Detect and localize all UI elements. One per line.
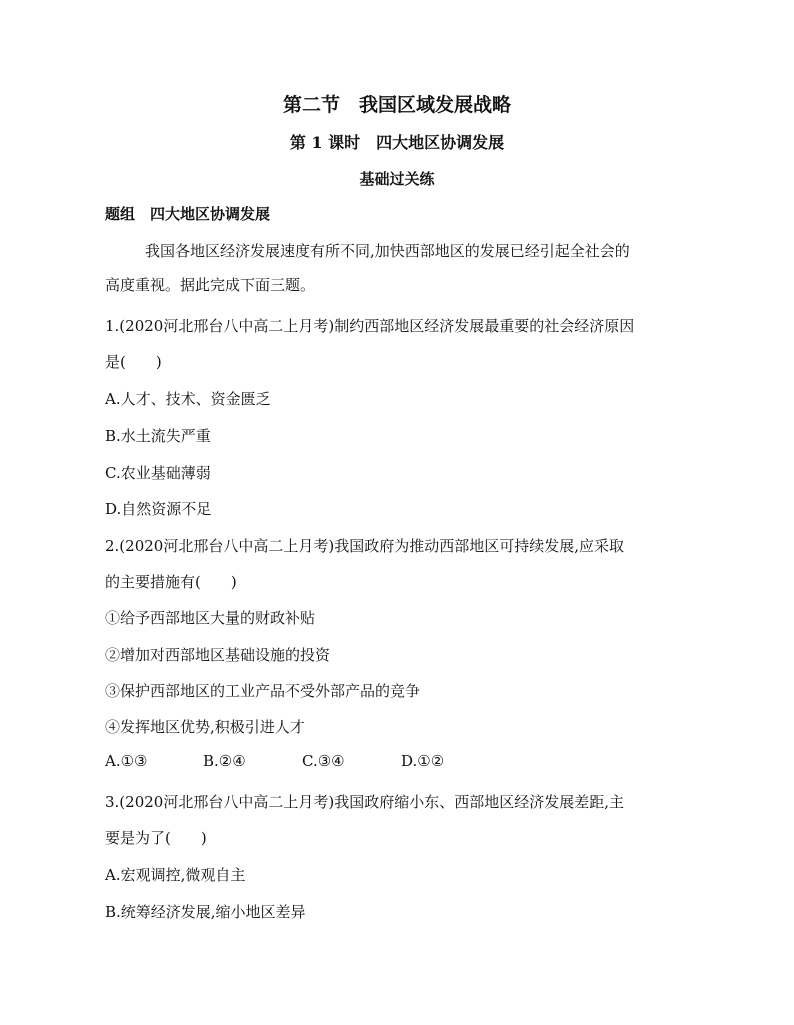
practice-heading: 基础过关练 [359, 170, 435, 188]
lesson-subtitle: 第 1 课时 四大地区协调发展 [289, 133, 505, 152]
q1-option-a: A.人才、技术、资金匮乏 [105, 390, 271, 408]
section-title: 第二节 我国区域发展战略 [282, 94, 511, 116]
question-group-heading: 题组 四大地区协调发展 [105, 205, 271, 223]
intro-line-1: 我国各地区经济发展速度有所不同,加快西部地区的发展已经引起全社会的 [145, 242, 630, 260]
q2-stem-line-1: 2.(2020河北邢台八中高二上月考)我国政府为推动西部地区可持续发展,应采取 [105, 537, 624, 555]
q1-stem-line-2: 是( ) [105, 353, 162, 371]
q2-stem-line-2: 的主要措施有( ) [105, 573, 237, 591]
q2-item-2: ②增加对西部地区基础设施的投资 [105, 646, 331, 664]
q2-option-a: A.①③ [105, 752, 148, 770]
q2-option-c: C.③④ [302, 752, 345, 770]
q2-item-4: ④发挥地区优势,积极引进人才 [105, 718, 305, 736]
q3-option-b: B.统筹经济发展,缩小地区差异 [105, 903, 306, 921]
q2-item-1: ①给予西部地区大量的财政补贴 [105, 609, 316, 627]
q1-option-c: C.农业基础薄弱 [105, 464, 211, 482]
q2-option-b: B.②④ [203, 752, 246, 770]
q1-option-d: D.自然资源不足 [105, 500, 212, 518]
q3-stem-line-2: 要是为了( ) [105, 829, 207, 847]
q2-item-3: ③保护西部地区的工业产品不受外部产品的竞争 [105, 682, 421, 700]
q1-option-b: B.水土流失严重 [105, 427, 211, 445]
q3-stem-line-1: 3.(2020河北邢台八中高二上月考)我国政府缩小东、西部地区经济发展差距,主 [105, 793, 624, 811]
q2-option-d: D.①② [401, 752, 445, 770]
q3-option-a: A.宏观调控,微观自主 [105, 866, 246, 884]
intro-line-2: 高度重视。据此完成下面三题。 [105, 276, 316, 294]
q1-stem-line-1: 1.(2020河北邢台八中高二上月考)制约西部地区经济发展最重要的社会经济原因 [105, 317, 635, 335]
